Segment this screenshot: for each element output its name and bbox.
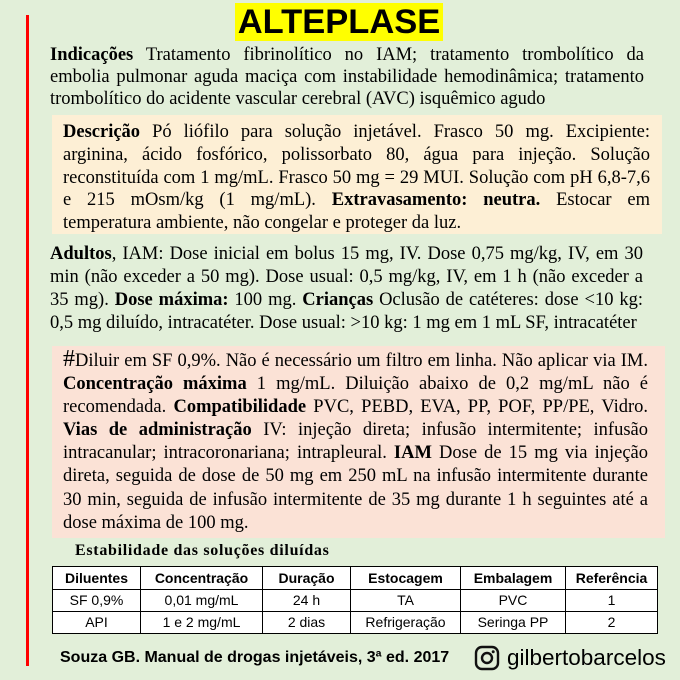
adults-label: Adultos — [50, 244, 112, 264]
header-storage: Estocagem — [351, 567, 461, 590]
extravasation-note: Extravasamento: neutra. — [331, 190, 541, 211]
compatibility-text: PVC, PEBD, EVA, PP, POF, PP/PE, Vidro. — [306, 397, 648, 418]
cell-concentration: 0,01 mg/mL — [141, 590, 263, 612]
header-diluents: Diluentes — [53, 567, 141, 590]
header-packaging: Embalagem — [461, 567, 566, 590]
cell-duration: 2 dias — [263, 612, 351, 634]
compatibility-label: Compatibilidade — [173, 397, 307, 418]
max-dose-label: Dose máxima: — [114, 290, 229, 310]
description-text: Pó liófilo para solução injetável. Frasco 50 mg. Excipiente: arginina, ácido fosfórico, polissorbato 80, água para injeção. Solução reconstituída com 1 mg/mL. Frasco 50 mg = 29 MUI. Solução com pH 6,8-7,6 e 215 mOsm/kg (1 mg/mL). — [63, 122, 650, 211]
preparation-paragraph — [63, 346, 649, 535]
cell-packaging: PVC — [461, 590, 566, 612]
preparation-box — [52, 346, 665, 538]
cell-packaging: Seringa PP — [461, 612, 566, 634]
table-row — [53, 590, 658, 612]
iam-label: IAM — [393, 443, 432, 464]
table-header-row — [53, 567, 658, 590]
instagram-icon — [474, 645, 500, 671]
children-text: Oclusão de catéteres: dose <10 kg: 0,5 mg diluído, intracatéter. Dose usual: >10 kg: 1 mg em 1 mL SF, intracatéter — [50, 290, 643, 333]
bibliographic-reference: Souza GB. Manual de drogas injetáveis, 3ª ed. 2017 — [60, 649, 450, 666]
red-side-rule — [26, 15, 29, 666]
adults-text: , IAM: Dose inicial em bolus 15 mg, IV. Dose 0,75 mg/kg, IV, em 30 min (não exceder a 50 mg). Dose usual: 0,5 mg/kg, IV, em 1 h (não exceder a 35 mg). — [50, 244, 643, 310]
cell-storage: Refrigeração — [351, 612, 461, 634]
cell-diluent: API — [53, 612, 141, 634]
dosing-paragraph — [50, 243, 643, 335]
indications-text: Tratamento fibrinolítico no IAM; tratamento trombolítico da embolia pulmonar aguda maciça com instabilidade hemodinâmica; tratamento trombolítico do acidente vascular cerebral (AVC) isquêmico agudo — [50, 45, 644, 109]
stability-table — [52, 566, 658, 634]
storage-text: Estocar em temperatura ambiente, não congelar e proteger da luz. — [63, 190, 650, 234]
header-duration: Duração — [263, 567, 351, 590]
cell-reference: 1 — [566, 590, 658, 612]
cell-diluent: SF 0,9% — [53, 590, 141, 612]
max-dose-text: 100 mg. — [228, 290, 303, 310]
table-row — [53, 612, 658, 634]
header-reference: Referência — [566, 567, 658, 590]
drug-title: ALTEPLASE — [235, 3, 443, 41]
children-label: Crianças — [302, 290, 374, 310]
hash-marker: # — [63, 346, 75, 372]
indications-label: Indicações — [50, 45, 134, 65]
stability-table-title: Estabilidade das soluções diluídas — [75, 542, 330, 559]
indications-paragraph — [50, 44, 644, 110]
header-concentration: Concentração — [141, 567, 263, 590]
cell-storage: TA — [351, 590, 461, 612]
description-paragraph — [63, 121, 650, 235]
cell-duration: 24 h — [263, 590, 351, 612]
dilution-text: Diluir em SF 0,9%. Não é necessário um filtro em linha. Não aplicar via IM. — [75, 351, 648, 371]
max-concentration-label: Concentração máxima — [63, 374, 247, 395]
cell-concentration: 1 e 2 mg/mL — [141, 612, 263, 634]
routes-text: IV: injeção direta; infusão intermitente; infusão intracanular; intracoronariana; intrapleural. — [63, 420, 648, 464]
description-box — [52, 115, 662, 234]
social-handle: gilbertobarcelos — [507, 645, 666, 670]
routes-label: Vias de administração — [63, 420, 252, 441]
iam-text: Dose de 15 mg via injeção direta, seguida de dose de 50 mg em 250 mL na infusão intermitente durante 30 min, seguida de infusão intermitente de 35 mg durante 1 h seguintes até a dose máxima de 100 mg. — [63, 443, 648, 533]
description-label: Descrição — [63, 122, 141, 142]
cell-reference: 2 — [566, 612, 658, 634]
max-concentration-text: 1 mg/mL. Diluição abaixo de 0,2 mg/mL não é recomendada. — [63, 374, 649, 418]
